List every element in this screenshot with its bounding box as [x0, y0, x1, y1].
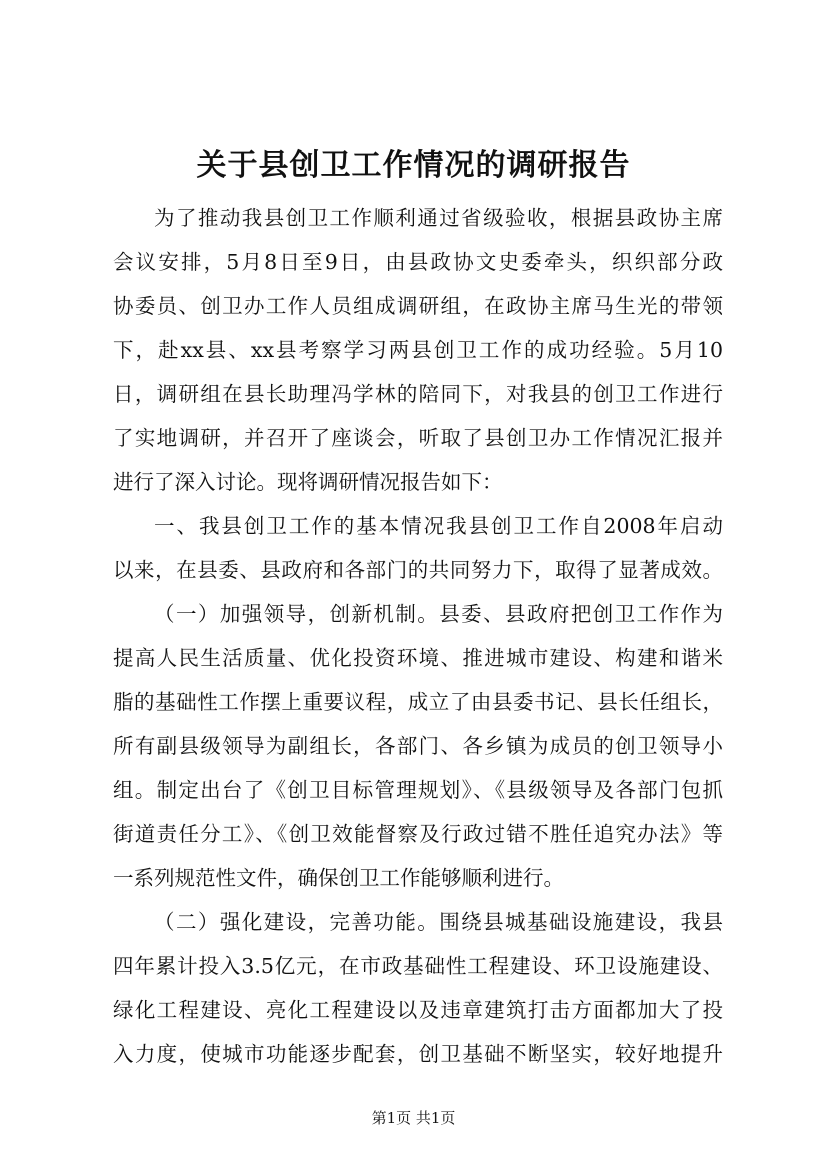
page-number-footer: 第1页 共1页 — [371, 1109, 456, 1127]
paragraph-line: 所有副县级领导为副组长，各部门、各乡镇为成员的创卫领导小 — [113, 734, 723, 758]
paragraph-line: 会议安排，5月8日至9日，由县政协文史委牵头，织织部分政 — [113, 250, 723, 274]
paragraph-line: 提高人民生活质量、优化投资环境、推进城市建设、构建和谐米 — [113, 646, 723, 670]
paragraph-line: 街道责任分工》、《创卫效能督察及行政过错不胜任追究办法》等 — [113, 822, 723, 846]
paragraph-line: 协委员、创卫办工作人员组成调研组，在政协主席马生光的带领 — [113, 294, 723, 318]
paragraph-line: 入力度，使城市功能逐步配套，创卫基础不断坚实，较好地提升 — [113, 1042, 723, 1066]
paragraph-line: （二）强化建设，完善功能。围绕县城基础设施建设，我县 — [154, 910, 723, 934]
paragraph-line: 了实地调研，并召开了座谈会，听取了县创卫办工作情况汇报并 — [113, 426, 723, 450]
paragraph-line: （一）加强领导，创新机制。县委、县政府把创卫工作作为 — [154, 602, 723, 626]
paragraph-line: 日，调研组在县长助理冯学林的陪同下，对我县的创卫工作进行 — [113, 382, 723, 406]
paragraph-line: 以来，在县委、县政府和各部门的共同努力下，取得了显著成效。 — [113, 558, 723, 582]
paragraph-line: 进行了深入讨论。现将调研情况报告如下： — [113, 470, 503, 494]
paragraph-line: 绿化工程建设、亮化工程建设以及违章建筑打击方面都加大了投 — [113, 998, 723, 1022]
paragraph-line: 组。制定出台了《创卫目标管理规划》、《县级领导及各部门包抓 — [113, 778, 723, 802]
paragraph-line: 下，赴xx县、xx县考察学习两县创卫工作的成功经验。5月10 — [113, 338, 723, 362]
document-title: 关于县创卫工作情况的调研报告 — [196, 148, 631, 183]
paragraph-line: 四年累计投入3.5亿元，在市政基础性工程建设、环卫设施建设、 — [113, 954, 723, 978]
paragraph-line: 一系列规范性文件，确保创卫工作能够顺利进行。 — [113, 866, 564, 890]
paragraph-line: 一、我县创卫工作的基本情况我县创卫工作自2008年启动 — [154, 514, 723, 538]
paragraph-line: 为了推动我县创卫工作顺利通过省级验收，根据县政协主席 — [154, 206, 723, 230]
paragraph-line: 脂的基础性工作摆上重要议程，成立了由县委书记、县长任组长， — [113, 690, 723, 714]
